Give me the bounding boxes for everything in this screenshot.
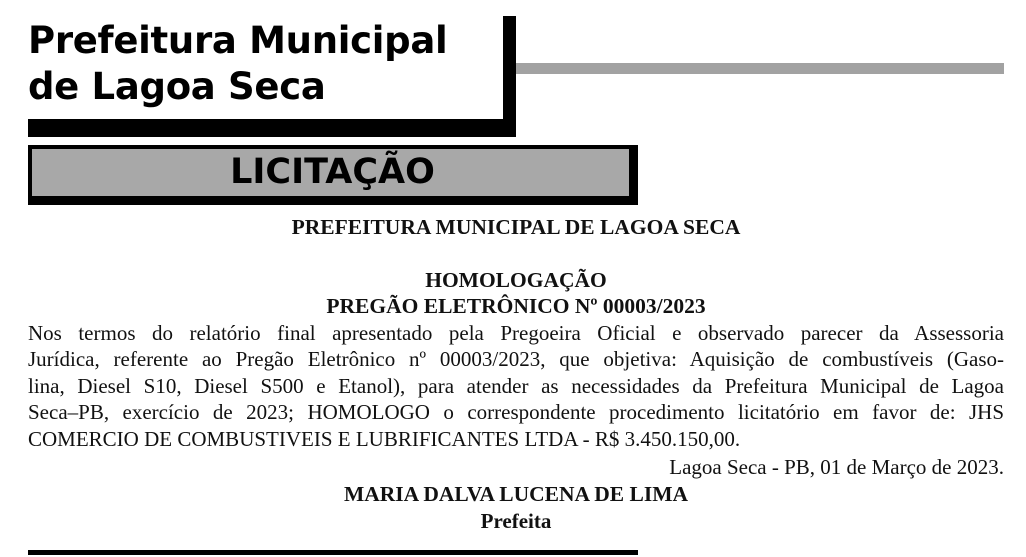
- notice-subheading: PREGÃO ELETRÔNICO Nº 00003/2023: [326, 294, 706, 318]
- notice-body-line: lina, Diesel S10, Diesel S500 e Etanol), para atender as necessidades da Prefeitura Municipal de Lagoa: [28, 373, 1004, 398]
- notice-body-line: COMERCIO DE COMBUSTIVEIS E LUBRIFICANTES LTDA - R$ 3.450.150,00.: [28, 426, 741, 451]
- signer-role: Prefeita: [480, 509, 552, 533]
- notice-body-line: Jurídica, referente ao Pregão Eletrônico nº 00003/2023, que objetiva: Aquisição de combustíveis (Gaso-: [28, 347, 1004, 372]
- section-header-box: [28, 145, 638, 205]
- masthead-title-line-2: de Lagoa Seca: [28, 65, 326, 108]
- notice-organization: PREFEITURA MUNICIPAL DE LAGOA SECA: [291, 215, 741, 239]
- masthead-horizontal-bar: [28, 119, 516, 137]
- masthead-title: [28, 18, 508, 110]
- masthead-gray-rule: [516, 63, 1004, 74]
- section-label: LICITAÇÃO: [230, 152, 435, 192]
- notice-body-line: Seca–PB, exercício de 2023; HOMOLOGO o correspondente procedimento licitatório em favor de: JHS: [28, 400, 1004, 425]
- notice-heading: HOMOLOGAÇÃO: [425, 268, 607, 292]
- notice-body: [28, 320, 1004, 452]
- signer-name: MARIA DALVA LUCENA DE LIMA: [343, 482, 689, 506]
- masthead-title-line-1: Prefeitura Municipal: [28, 19, 448, 62]
- bottom-divider: [28, 550, 638, 555]
- notice-body-line: Nos termos do relatório final apresentado pela Pregoeira Oficial e observado parecer da Assessoria: [28, 321, 1004, 345]
- notice-place-date: Lagoa Seca - PB, 01 de Março de 2023.: [669, 455, 1004, 479]
